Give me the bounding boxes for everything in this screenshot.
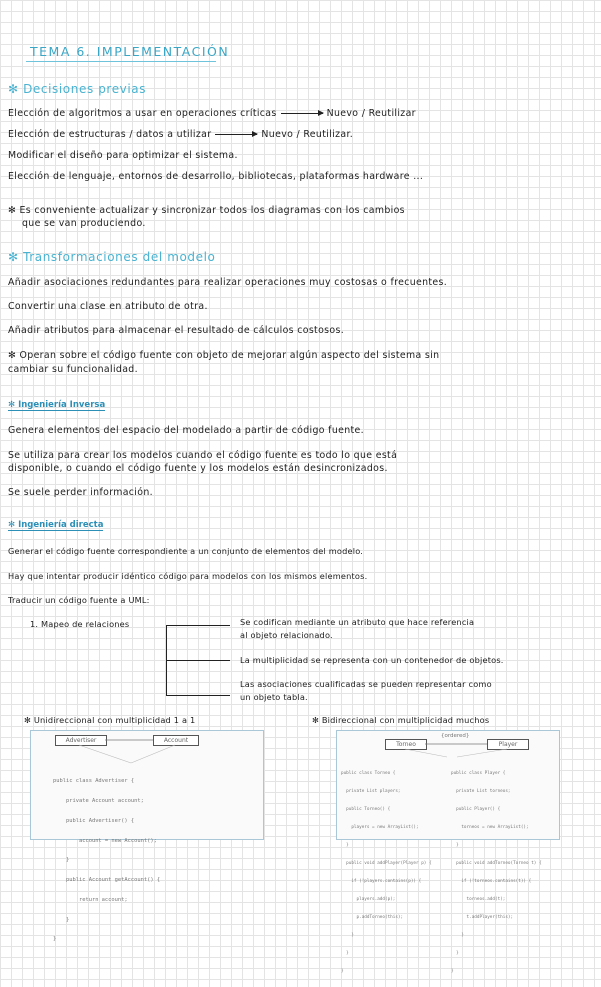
code-line: private List players; [341, 789, 401, 794]
decisiones-line-2-result: Nuevo / Reutilizar. [261, 129, 354, 140]
code-line: } [53, 916, 70, 923]
code-line: if (!players.contains(p)) { [341, 879, 422, 884]
directa-item-1: 1. Mapeo de relaciones [30, 619, 130, 629]
decisiones-line-1-text: Elección de algoritmos a usar en operaciones críticas [8, 108, 277, 119]
branch-3-line-a: Las asociaciones cualificadas se pueden representar como [240, 679, 492, 689]
inversa-line-2a: Se utiliza para crear los modelos cuando el código fuente es todo lo que está [8, 450, 398, 461]
code-line: private List torneos; [451, 789, 511, 794]
code-line: } [341, 933, 354, 938]
code-line: players.add(p); [341, 897, 396, 902]
code-line: } [53, 857, 70, 864]
bracket-branch-2 [166, 660, 230, 661]
transformaciones-note-line-1: ✻ Operan sobre el código fuente con objeto de mejorar algún aspecto del sistema sin [8, 350, 440, 361]
uml-class-account: Account [153, 735, 199, 746]
inversa-line-3: Se suele perder información. [8, 487, 153, 498]
arrow-icon [281, 113, 323, 114]
directa-line-1: Generar el código fuente correspondiente a un conjunto de elementos del modelo. [8, 546, 364, 556]
heading-ingenieria-inversa: ✻ Ingeniería Inversa [8, 400, 106, 410]
code-line: return account; [53, 896, 128, 903]
diagram-right-caption: ✻ Bidireccional con multiplicidad muchos [312, 715, 490, 725]
code-line: public Advertiser() { [53, 817, 135, 824]
code-line: public Player() { [451, 807, 501, 812]
code-line: } [341, 951, 349, 956]
code-line: public class Advertiser { [53, 778, 135, 785]
code-line: public Torneo() { [341, 807, 391, 812]
uml-class-player: Player [487, 739, 529, 750]
diagram-unidireccional [30, 730, 264, 943]
code-line: if (!torneos.contains(t)) { [451, 879, 532, 884]
decisiones-line-2 [8, 129, 353, 140]
title-underline [26, 61, 216, 62]
code-line: account = new Account(); [53, 837, 157, 844]
decisiones-line-1-result: Nuevo / Reutilizar [326, 108, 416, 119]
diagram-bidireccional [336, 730, 560, 974]
code-line: } [451, 969, 454, 974]
heading-decisiones-previas: ✻ Decisiones previas [8, 82, 147, 96]
transformaciones-note-line-2: cambiar su funcionalidad. [8, 364, 138, 375]
decisiones-line-1 [8, 108, 416, 119]
code-line: } [451, 843, 459, 848]
code-line: } [451, 951, 459, 956]
decisiones-line-2-text: Elección de estructuras / datos a utilizar [8, 129, 212, 140]
code-line: public Account getAccount() { [53, 877, 161, 884]
arrow-icon [215, 134, 257, 135]
code-line: } [53, 936, 57, 943]
uml-ordered-label: {ordered} [441, 733, 470, 739]
directa-line-2: Hay que intentar producir idéntico código para modelos con los mismos elementos. [8, 571, 368, 581]
heading-transformaciones: ✻ Transformaciones del modelo [8, 250, 216, 264]
branch-2-line: La multiplicidad se representa con un contenedor de objetos. [240, 655, 504, 665]
code-line: public class Torneo { [341, 771, 396, 776]
inversa-line-1: Genera elementos del espacio del modelado a partir de código fuente. [8, 425, 364, 436]
transformaciones-line-3: Añadir atributos para almacenar el resultado de cálculos costosos. [8, 325, 345, 336]
code-torneo [341, 759, 432, 987]
code-line: } [341, 969, 344, 974]
bracket-branch-1 [166, 625, 230, 626]
page-title: TEMA 6. IMPLEMENTACIÓN [30, 44, 230, 59]
branch-3-line-b: un objeto tabla. [240, 692, 308, 702]
bracket-branch-3 [166, 695, 230, 696]
code-line: public class Player { [451, 771, 506, 776]
inversa-line-2b: disponible, o cuando el código fuente y los modelos están desincronizados. [8, 463, 388, 474]
decisiones-note-line-2: que se van produciendo. [22, 218, 146, 229]
code-line: } [451, 933, 464, 938]
code-line: t.addPlayer(this); [451, 915, 514, 920]
directa-line-3: Traducir un código fuente a UML: [8, 595, 150, 605]
heading-ingenieria-directa: ✻ Ingeniería directa [8, 520, 104, 530]
code-line: private Account account; [53, 797, 144, 804]
transformaciones-line-2: Convertir una clase en atributo de otra. [8, 301, 208, 312]
uml-association-lines [337, 731, 559, 761]
code-line: public void addPlayer(Player p) { [341, 861, 432, 866]
branch-1-line-a: Se codifican mediante un atributo que hace referencia [240, 617, 475, 627]
code-line: torneos.add(t); [451, 897, 506, 902]
code-unidireccional [53, 765, 160, 956]
code-line: players = new ArrayList(); [341, 825, 419, 830]
code-line: } [341, 843, 349, 848]
code-line: p.addTorneo(this); [341, 915, 404, 920]
code-line: public void addTorneo(Torneo t) { [451, 861, 542, 866]
code-line: torneos = new ArrayList(); [451, 825, 529, 830]
decisiones-line-3: Modificar el diseño para optimizar el sistema. [8, 150, 238, 161]
uml-class-advertiser: Advertiser [55, 735, 107, 746]
decisiones-note-line-1: ✻ Es conveniente actualizar y sincronizar todos los diagramas con los cambios [8, 205, 405, 216]
code-player [451, 759, 542, 987]
branch-1-line-b: al objeto relacionado. [240, 630, 333, 640]
uml-class-torneo: Torneo [385, 739, 427, 750]
transformaciones-line-1: Añadir asociaciones redundantes para realizar operaciones muy costosas o frecuentes. [8, 277, 448, 288]
diagram-left-caption: ✻ Unidireccional con multiplicidad 1 a 1 [24, 715, 196, 725]
decisiones-line-4: Elección de lenguaje, entornos de desarrollo, bibliotecas, plataformas hardware ... [8, 171, 424, 182]
